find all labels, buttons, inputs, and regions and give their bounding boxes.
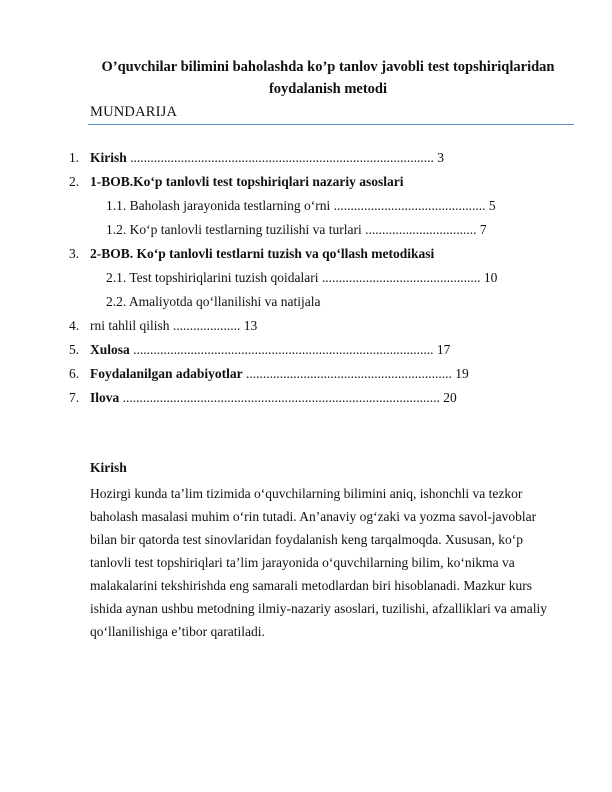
toc-label: Xulosa (90, 342, 130, 357)
toc-label: 1.2. Ko‘p tanlovli testlarning tuzilishi va turlari (106, 222, 362, 237)
intro-heading: Kirish (90, 460, 127, 475)
toc-number: 7. (69, 390, 80, 405)
toc-leader: ................................. (361, 222, 477, 237)
toc-leader: ............................................. (330, 198, 486, 213)
toc-label: 1.1. Baholash jarayonida testlarning o‘rni (106, 198, 331, 213)
toc-leader: ............................................... (318, 270, 481, 285)
contents-heading: MUNDARIJA (90, 104, 178, 120)
toc-label: 2.1. Test topshiriqlarini tuzish qoidalari (106, 270, 319, 285)
toc-number: 5. (69, 342, 80, 357)
toc-page: 17 (433, 342, 451, 357)
toc-number: 6. (69, 366, 80, 381)
toc-page: 3 (433, 150, 445, 165)
heading-divider (88, 124, 574, 125)
toc-number: 2. (69, 174, 80, 189)
toc-label: rni tahlil qilish (90, 318, 170, 333)
toc-leader: .............................................................................................. (119, 390, 440, 405)
toc-page: 19 (451, 366, 469, 381)
title-line-1: O’quvchilar bilimini baholashda ko’p tanlov javobli test topshiriqlaridan (101, 59, 555, 75)
paragraph-line: qo‘llanilishiga e’tibor qaratiladi. (90, 624, 265, 639)
toc-page: 7 (476, 222, 487, 237)
toc-label: 2-BOB. Ko‘p tanlovli testlarni tuzish va qo‘llash metodikasi (90, 246, 435, 261)
toc-leader: .......................................................................................... (126, 150, 434, 165)
toc-label: Kirish (90, 150, 127, 165)
paragraph-line: baholash masalasi muhim o‘rin tutadi. An’anaviy og‘zaki va yozma savol-javoblar (90, 509, 537, 524)
paragraph-line: ishida aynan ushbu metodning ilmiy-nazariy asoslari, tuzilishi, afzalliklari va amaliy (90, 601, 548, 616)
toc-label: 2.2. Amaliyotda qo‘llanilishi va natijala (106, 294, 321, 309)
toc-leader: .................... (169, 318, 241, 333)
toc-label: Foydalanilgan adabiyotlar (90, 366, 243, 381)
toc-page: 5 (485, 198, 496, 213)
toc-number: 3. (69, 246, 80, 261)
toc-number: 4. (69, 318, 80, 333)
toc-label: Ilova (90, 390, 120, 405)
paragraph-line: Hozirgi kunda ta’lim tizimida o‘quvchilarning bilimini aniq, ishonchli va tezkor (90, 486, 523, 501)
toc-page: 20 (439, 390, 457, 405)
toc-page: 10 (480, 270, 498, 285)
intro-paragraph (90, 482, 576, 643)
toc-page: 13 (240, 318, 258, 333)
toc-leader: ......................................................................................... (129, 342, 434, 357)
toc-leader: ............................................................. (242, 366, 452, 381)
title-line-2: foydalanish metodi (268, 81, 388, 97)
paragraph-line: malakalarini tekshirishda eng samarali metodlardan biri hisoblanadi. Mazkur kurs (90, 578, 532, 593)
toc-number: 1. (69, 150, 80, 165)
paragraph-line: bilan bir qatorda test sinovlaridan foydalanish keng tarqalmoqda. Xususan, ko‘p (90, 532, 524, 547)
paragraph-line: tanlovli test topshiriqlari ta’lim jarayonida o‘quvchilarning bilim, ko‘nikma va (90, 555, 515, 570)
toc-label: 1-BOB.Ko‘p tanlovli test topshiriqlari nazariy asoslari (90, 174, 404, 189)
